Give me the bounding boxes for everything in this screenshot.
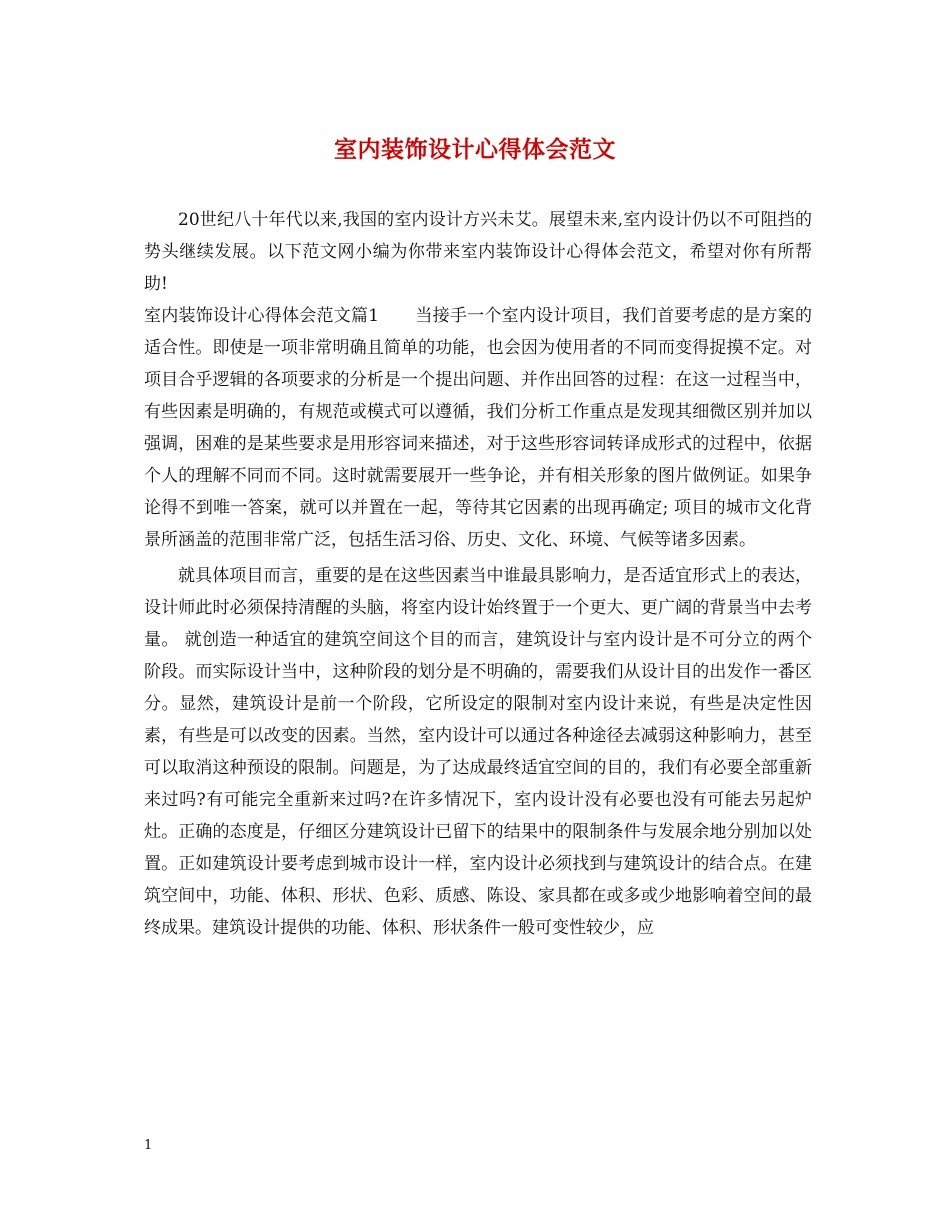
page-number: 1 — [144, 1138, 153, 1153]
section-heading: 室内装饰设计心得体会范文篇1 — [144, 306, 380, 326]
body-paragraph: 就具体项目而言，重要的是在这些因素当中谁最具影响力，是否适宜形式上的表达，设计师此时必须保持清醒的头脑，将室内设计始终置于一个更大、更广阔的背景当中去考量。 就创造一种适宜的建筑空间这个目的而言，建筑设计与室内设计是不可分立的两个阶段。而实际设计当中，这种阶段的划分是不明确的，需要我们从设计目的出发作一番区分。显然，建筑设计是前一个阶段，它所设定的限制对室内设计来说，有些是决定性因素，有些是可以改变的因素。当然，室内设计可以通过各种途径去减弱这种影响力，甚至可以取消这种预设的限制。问题是，为了达成最终适宜空间的目的，我们有必要全部重新来过吗?有可能完全重新来过吗?在许多情况下，室内设计没有必要也没有可能去另起炉灶。正确的态度是，仔细区分建筑设计已留下的结果中的限制条件与发展余地分别加以处置。正如建筑设计要考虑到城市设计一样，室内设计必须找到与建筑设计的结合点。在建筑空间中，功能、体积、形状、色彩、质感、陈设、家具都在或多或少地影响着空间的最终成果。建筑设计提供的功能、体积、形状条件一般可变性较少，应 — [144, 566, 812, 938]
intro-paragraph: 20世纪八十年代以来,我国的室内设计方兴未艾。展望未来,室内设计仍以不可阻挡的势头继续发展。以下范文网小编为你带来室内装饰设计心得体会范文，希望对你有所帮助! — [144, 210, 812, 294]
document-body — [144, 204, 812, 944]
section-paragraph — [144, 300, 812, 556]
document-title: 室内装饰设计心得体会范文 — [334, 136, 616, 163]
section-paragraph-text: 当接手一个室内设计项目，我们首要考虑的是方案的适合性。即使是一项非常明确且简单的功能，也会因为使用者的不同而变得捉摸不定。对项目合乎逻辑的各项要求的分析是一个提出问题、并作出回答的过程：在这一过程当中，有些因素是明确的，有规范或模式可以遵循，我们分析工作重点是发现其细微区别并加以强调，困难的是某些要求是用形容词来描述，对于这些形容词转译成形式的过程中，依据个人的理解不同而不同。这时就需要展开一些争论，并有相关形象的图片做例证。如果争论得不到唯一答案，就可以并置在一起，等待其它因素的出现再确定; 项目的城市文化背景所涵盖的范围非常广泛，包括生活习俗、历史、文化、环境、气候等诸多因素。 — [144, 306, 812, 550]
